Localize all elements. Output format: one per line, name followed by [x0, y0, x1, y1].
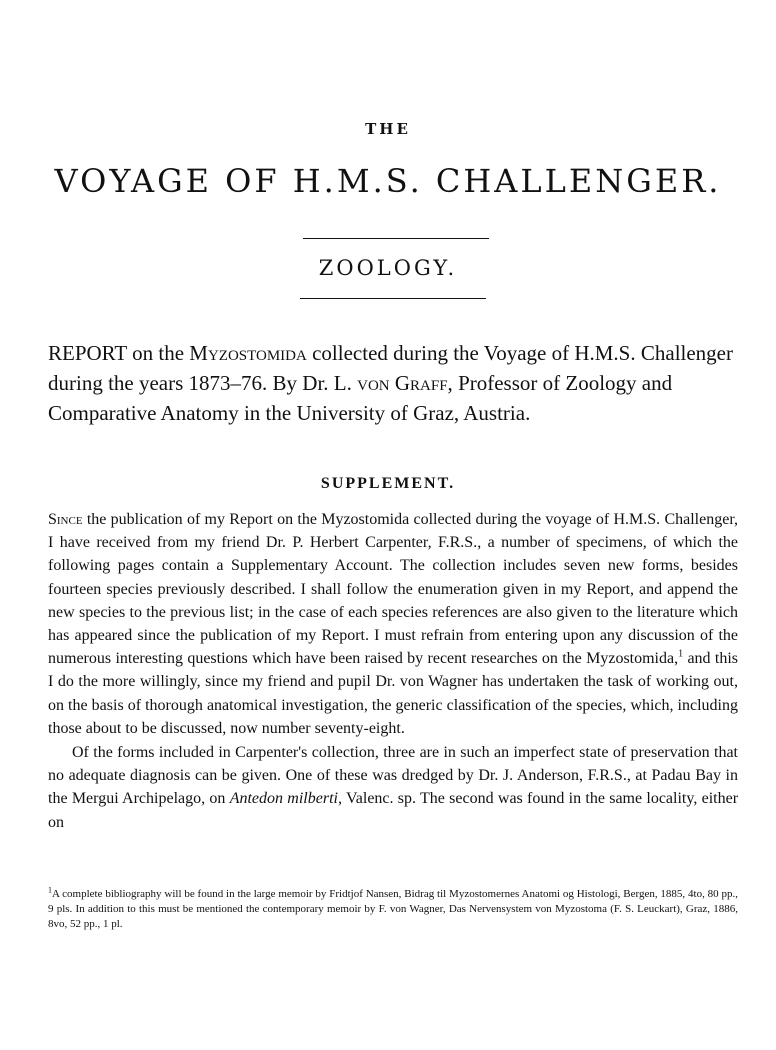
footnote-text: A complete bibliography will be found in the large memoir by Fridtjof Nansen, Bidrag til Myzostomernes Anatomi og Histologi, Bergen, 1885, 4to, 80 pp., 9 pls. In addition to this must be mentioned the contemporary memoir by F. von Wagner, Das Nervensystem von Myzostoma (F. S. Leuckart), Graz, 1886, 8vo, 52 pp., 1 pl.: [48, 888, 738, 930]
author-name-smallcaps: von Graff,: [357, 371, 453, 395]
title-prefix: THE: [365, 120, 411, 138]
footnote: [48, 887, 738, 932]
divider-top: [303, 238, 489, 239]
divider-bottom: [300, 298, 486, 299]
page-title: VOYAGE OF H.M.S. CHALLENGER.: [54, 162, 722, 200]
supplement-heading: SUPPLEMENT.: [320, 475, 456, 492]
paragraph-1: Since the publication of my Report on the Myzostomida collected during the voyage of H.M.S. Challenger, I have received from my friend Dr. P. Herbert Carpenter, F.R.S., a number of specimens, of which the following pages contain a Supplementary Account. The collection includes seven new forms, besides fourteen species previously described. I shall follow the enumeration given in my Report, and append the new species to the previous list; in the case of each species references are also given to the literature which has appeared since the publication of my Report. I must refrain from entering upon any discussion of the numerous interesting questions which have been raised by recent researches on the Myzostomida,$^1$ and this I do the more willingly, since my friend and pupil Dr. von Wagner has undertaken the task of working out, on the basis of thorough anatomical investigation, the generic classification of the species, which, including those about to be discussed, now number seventy-eight.: [48, 511, 739, 737]
report-lead: REPORT: [48, 341, 127, 365]
report-title-block: REPORT on the Myzostomida collected during the Voyage of H.M.S. Challenger during the years 1873–76. By Dr. L. von Graff, Professor of Zoology and Comparative Anatomy in the University of Graz, Austria.: [48, 341, 733, 425]
footnote-ref: 1: [678, 648, 684, 660]
paragraph-2: Of the forms included in Carpenter's collection, three are in such an imperfect state of preservation that no adequate diagnosis can be given. One of these was dredged by Dr. J. Anderson, F.R.S., at Padau Bay in the Mergui Archipelago, on Antedon milberti, Valenc. sp. The second was found in the same locality, either on: [48, 744, 739, 831]
section-title: ZOOLOGY.: [318, 256, 458, 280]
myzostomida-smallcaps: Myzostomida: [189, 341, 307, 365]
footnote-mark: 1: [48, 885, 52, 895]
body-text: [48, 508, 738, 834]
